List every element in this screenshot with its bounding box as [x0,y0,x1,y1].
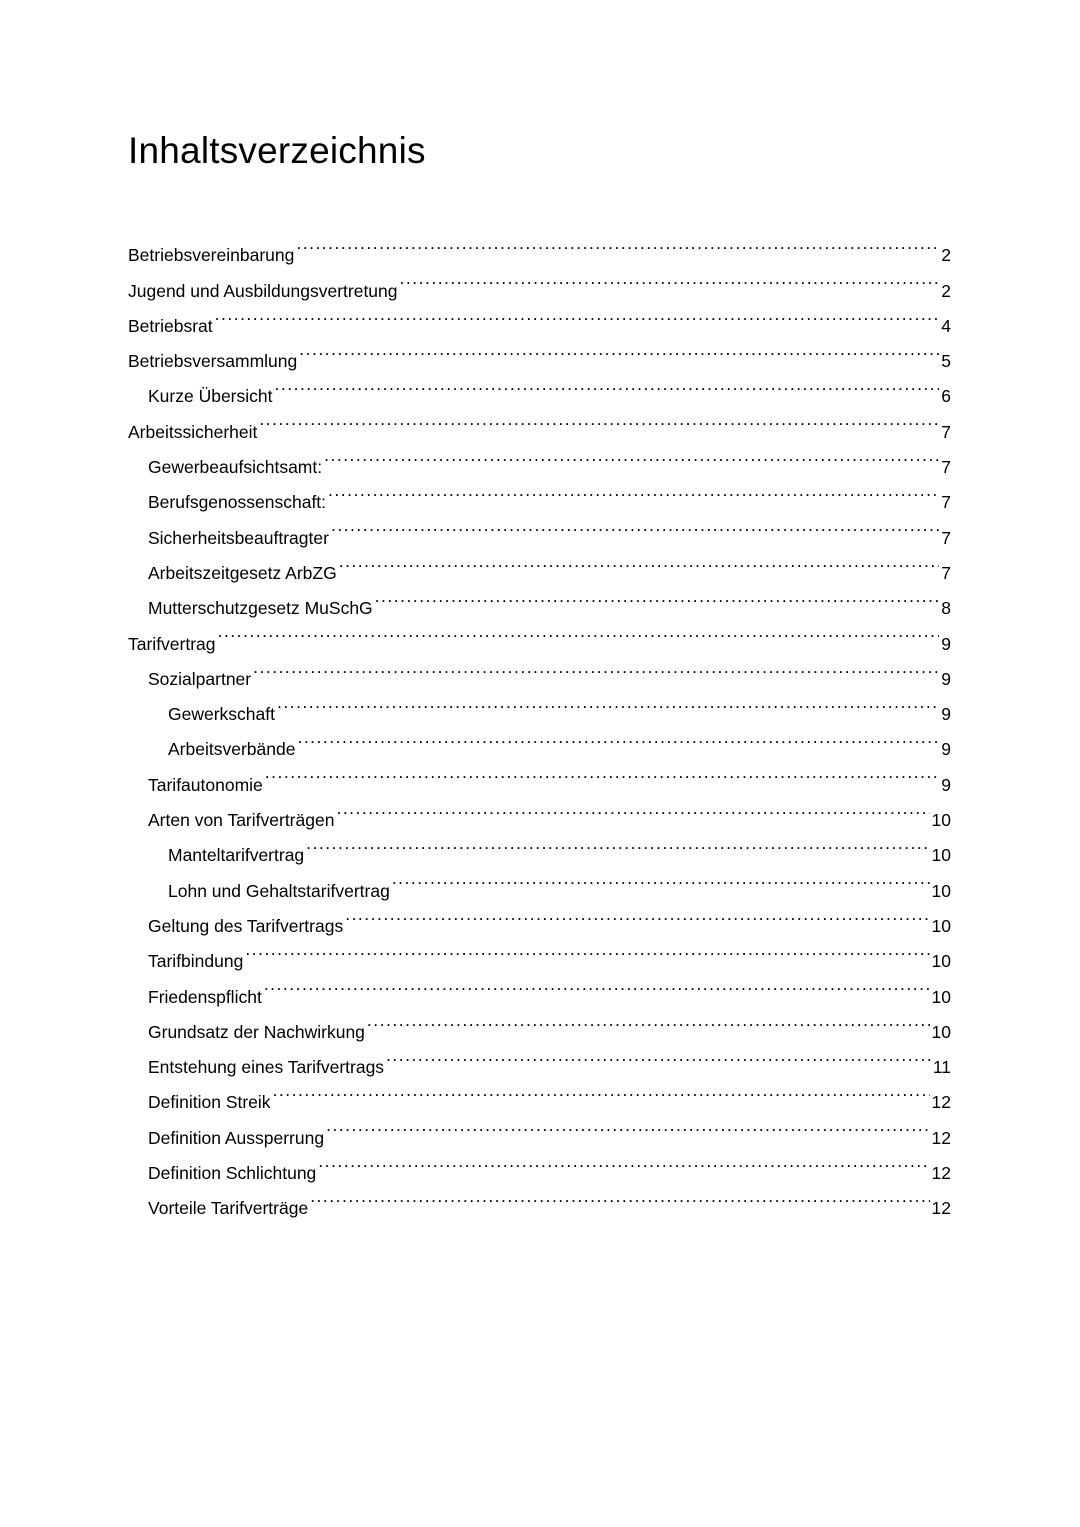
toc-entry-page-number: 10 [931,951,951,972]
toc-entry-page-number: 9 [941,704,951,725]
dot-leader [245,932,929,967]
toc-entry-label: Tarifvertrag [128,633,216,654]
toc-entry-page-number: 10 [931,880,951,901]
dot-leader [318,1144,929,1179]
toc-entry-page-number: 7 [941,562,951,583]
toc-entry-label: Gewerbeaufsichtsamt: [148,457,323,478]
dot-leader [253,650,939,685]
toc-entry-label: Betriebsrat [128,315,213,336]
toc-entry-page-number: 12 [931,1127,951,1148]
dot-leader [400,261,940,296]
toc-entry-page-number: 9 [941,633,951,654]
toc-entry-page-number: 6 [941,386,951,407]
toc-entry-page-number: 7 [941,492,951,513]
toc-entry-label: Jugend und Ausbildungsvertretung [128,280,398,301]
toc-entry-label: Mutterschutzgesetz MuSchG [148,598,373,619]
toc-entry-page-number: 7 [941,527,951,548]
dot-leader [296,226,939,261]
toc-entry-label: Tarifbindung [148,951,244,972]
dot-leader [297,720,939,755]
toc-entry-label: Sozialpartner [148,668,252,689]
toc-entry-page-number: 11 [932,1057,951,1078]
toc-entry[interactable] [128,332,951,372]
toc-entry-label: Arbeitszeitgesetz ArbZG [148,562,337,583]
toc-entry-page-number: 12 [931,1163,951,1184]
toc-entry[interactable] [128,967,951,1007]
toc-entry-label: Vorteile Tarifverträge [148,1198,309,1219]
toc-entry[interactable] [128,614,951,654]
dot-leader [367,1003,930,1038]
dot-leader [345,897,929,932]
toc-entry-label: Betriebsvereinbarung [128,245,295,266]
toc-entry-page-number: 7 [941,457,951,478]
toc-entry-label: Entstehung eines Tarifvertrags [148,1057,385,1078]
toc-entry-label: Sicherheitsbeauftragter [148,527,329,548]
dot-leader [277,685,939,720]
toc-entry-page-number: 10 [931,845,951,866]
toc-entry-label: Betriebsversammlung [128,351,298,372]
toc-entry-label: Arbeitsverbände [168,739,296,760]
dot-leader [299,332,939,367]
toc-entry-page-number: 8 [941,598,951,619]
toc-entry-page-number: 12 [931,1092,951,1113]
toc-entry-label: Kurze Übersicht [148,386,273,407]
toc-entry-label: Arbeitssicherheit [128,421,258,442]
toc-entry-page-number: 2 [941,280,951,301]
dot-leader [273,1073,930,1108]
toc-entry-label: Definition Streik [148,1092,271,1113]
toc-entry-page-number: 9 [941,774,951,795]
toc-entry-page-number: 7 [941,421,951,442]
toc-entry-page-number: 10 [931,986,951,1007]
toc-entry-page-number: 10 [931,1021,951,1042]
dot-leader [324,438,939,473]
dot-leader [306,826,929,861]
dot-leader [265,755,939,790]
toc-entry-page-number: 10 [931,915,951,936]
page-title: Inhaltsverzeichnis [128,130,426,171]
toc-entry-label: Definition Aussperrung [148,1127,325,1148]
toc-entry-label: Arten von Tarifverträgen [148,810,335,831]
dot-leader [331,508,939,543]
dot-leader [339,544,940,579]
toc-entry-label: Tarifautonomie [148,774,263,795]
toc-entry-page-number: 2 [941,245,951,266]
dot-leader [264,967,930,1002]
toc-entry-label: Definition Schlichtung [148,1163,317,1184]
toc-entry-label: Lohn und Gehaltstarifvertrag [168,880,390,901]
dot-leader [375,579,940,614]
toc-entry[interactable] [128,932,951,972]
toc-entry-page-number: 9 [941,739,951,760]
table-of-contents [128,226,951,1219]
dot-leader [386,1038,931,1073]
dot-leader [310,1179,929,1214]
dot-leader [328,473,939,508]
toc-entry-label: Friedenspflicht [148,986,262,1007]
dot-leader [275,367,940,402]
toc-entry-label: Grundsatz der Nachwirkung [148,1021,365,1042]
toc-entry[interactable] [128,650,951,689]
dot-leader [392,861,930,896]
dot-leader [218,614,940,649]
dot-leader [259,402,939,437]
dot-leader [215,297,940,332]
dot-leader [326,1108,929,1143]
toc-entry-label: Geltung des Tarifvertrags [148,915,344,936]
toc-entry-page-number: 10 [931,810,951,831]
toc-entry-page-number: 9 [941,668,951,689]
toc-entry-label: Manteltarifvertrag [168,845,305,866]
dot-leader [336,791,929,826]
toc-entry-label: Berufsgenossenschaft: [148,492,327,513]
toc-entry-page-number: 12 [931,1198,951,1219]
toc-entry-page-number: 4 [941,315,951,336]
toc-entry[interactable] [128,297,951,336]
toc-entry-page-number: 5 [941,351,951,372]
toc-entry-label: Gewerkschaft [168,704,275,725]
toc-entry[interactable] [128,226,951,266]
